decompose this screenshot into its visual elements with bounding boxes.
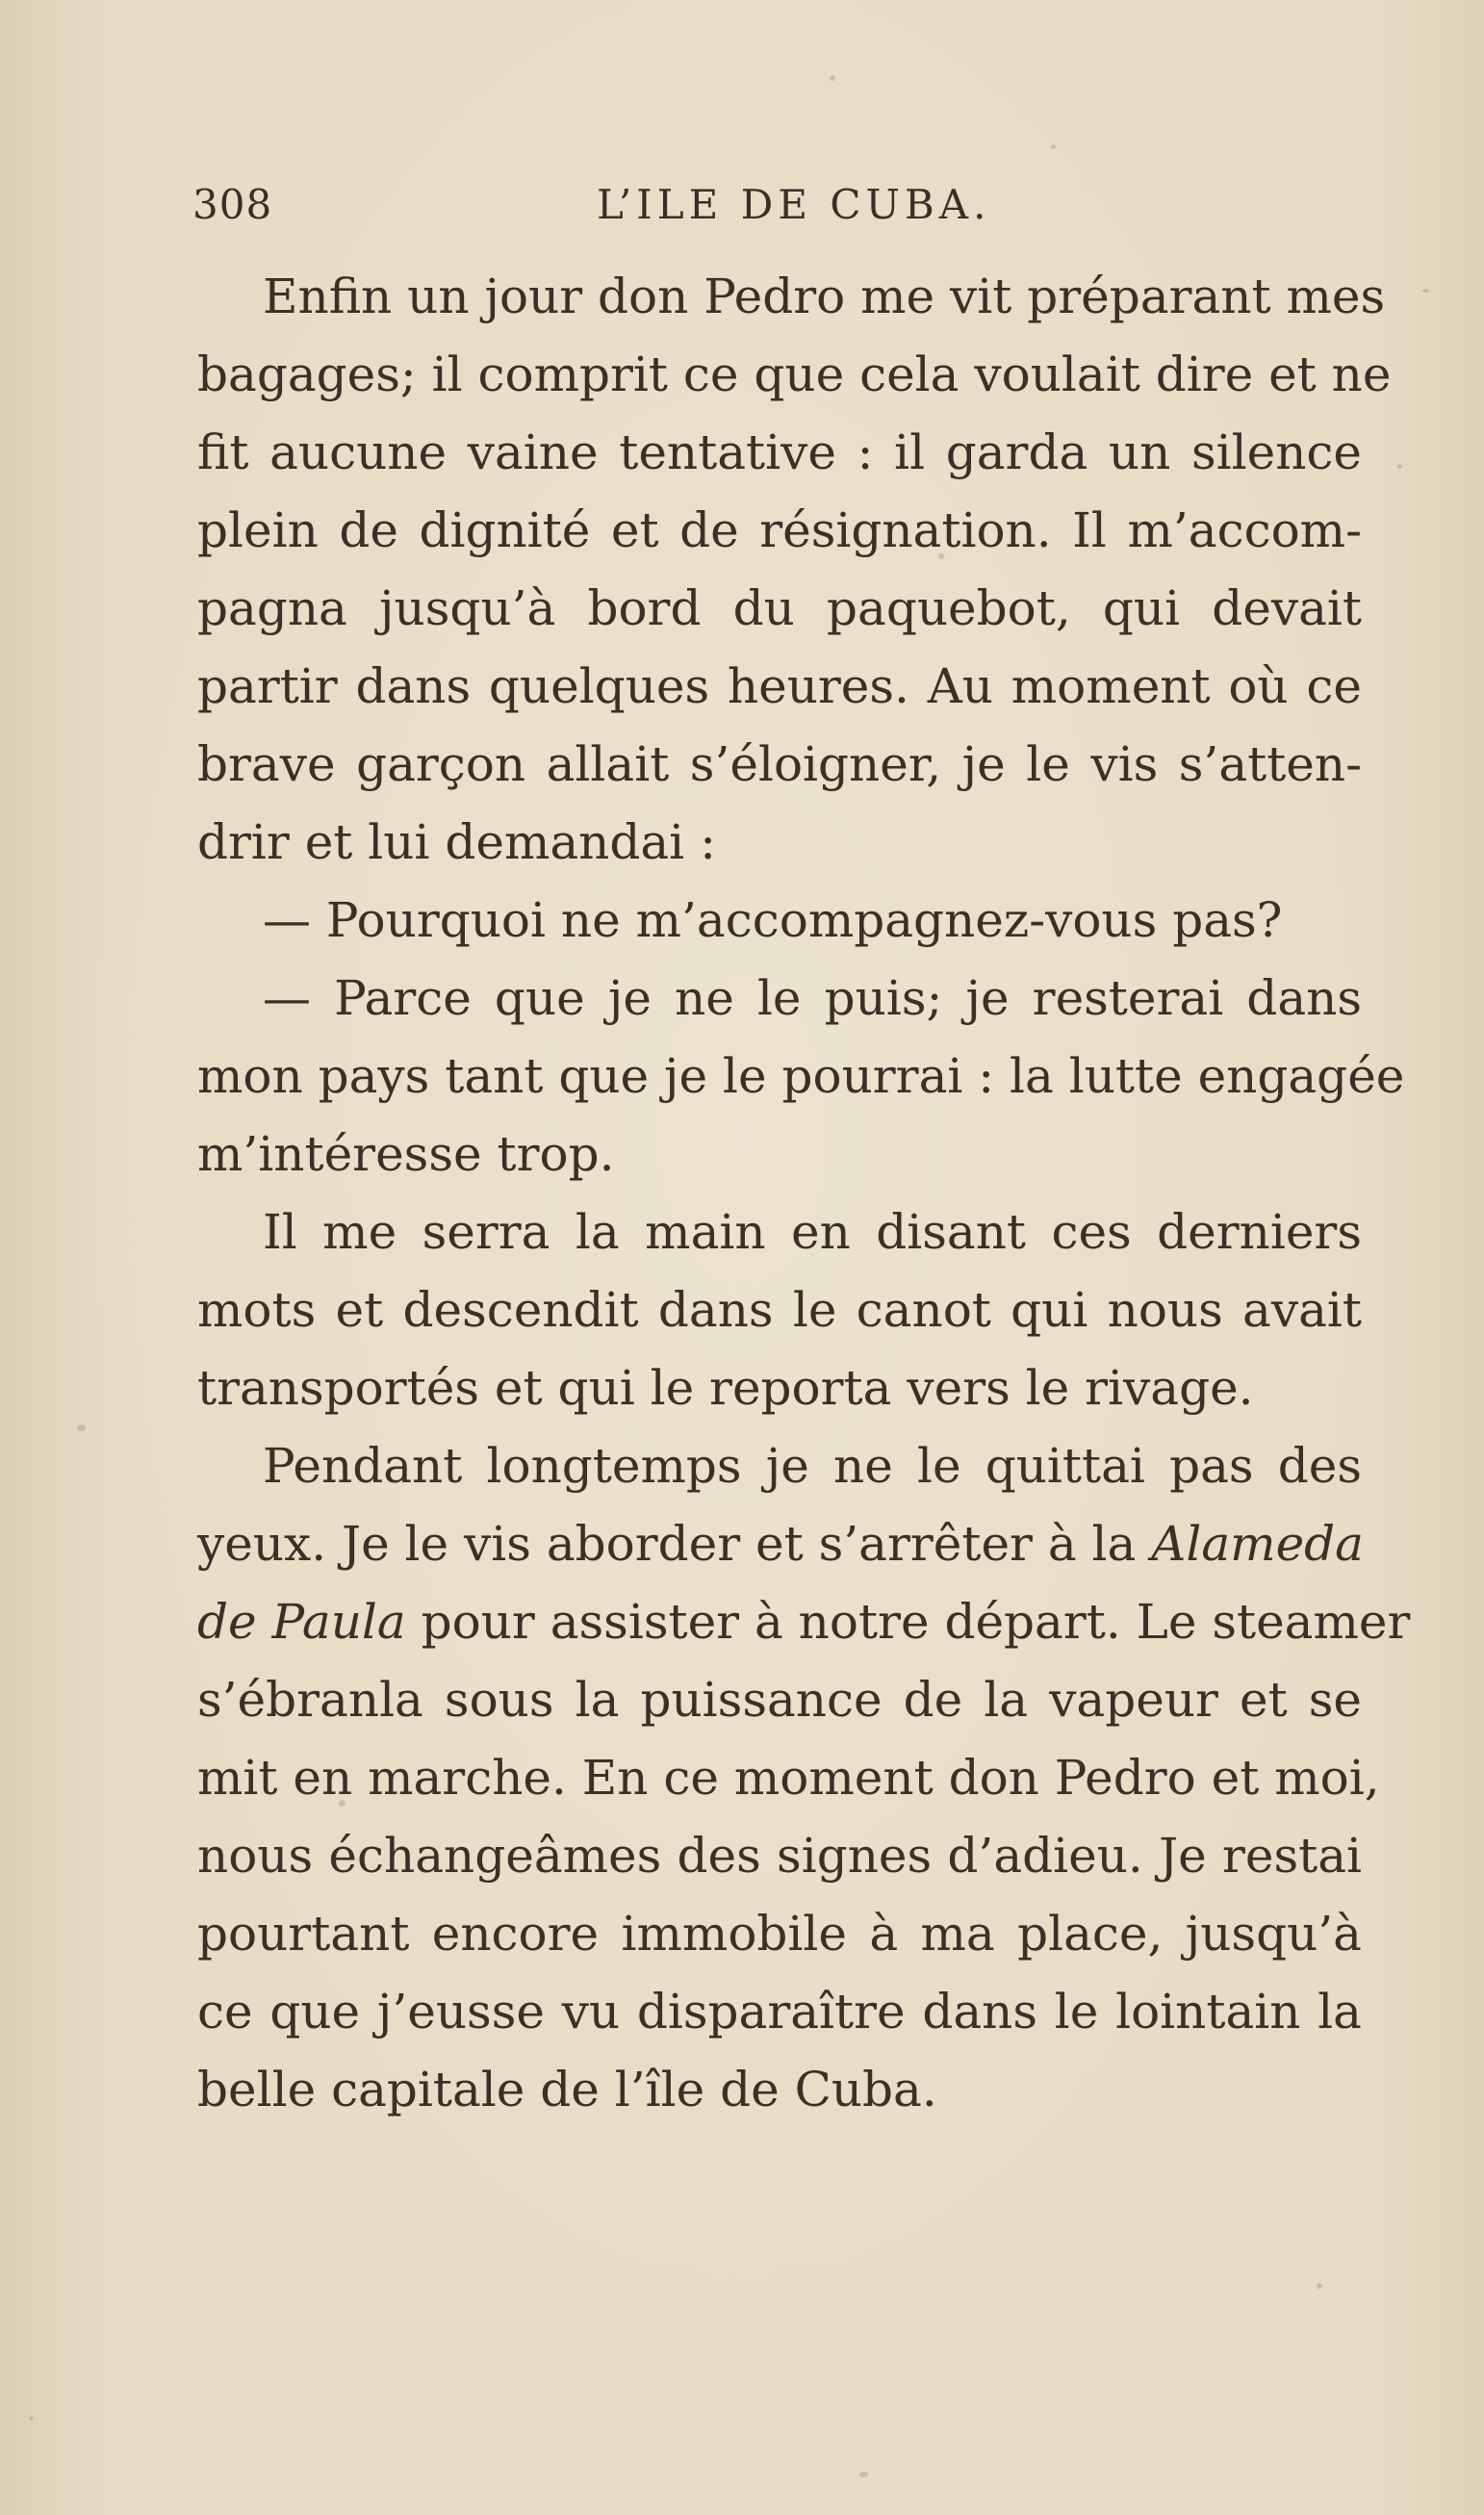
paper-speck	[29, 2416, 34, 2421]
page-header	[192, 181, 1169, 239]
paper-speck	[77, 1424, 86, 1431]
text-line: plein de dignité et de résignation. Il m’accom-	[197, 502, 1362, 558]
text-line: pagna jusqu’à bord du paquebot, qui devait	[197, 580, 1362, 636]
text-line: Il me serra la main en disant ces derniers	[263, 1204, 1362, 1260]
text-line: bagages; il comprit ce que cela voulait dire et ne	[197, 346, 1392, 402]
paper-speck	[1051, 144, 1056, 149]
text-line	[197, 1505, 1362, 1583]
text-line: brave garçon allait s’éloigner, je le vis s’atten-	[197, 736, 1362, 792]
text-segment: pour assister à notre départ. Le steamer	[405, 1594, 1411, 1650]
text-line: pourtant encore immobile à ma place, jusqu’à	[197, 1906, 1362, 1962]
paper-speck	[1422, 289, 1429, 293]
dialogue-line: — Parce que je ne le puis; je resterai dans	[263, 970, 1362, 1026]
text-line: mit en marche. En ce moment don Pedro et moi,	[197, 1750, 1380, 1806]
text-line: drir et lui demandai :	[197, 814, 716, 870]
text-line: fit aucune vaine tentative : il garda un silence	[197, 424, 1362, 480]
text-line	[197, 1583, 1411, 1661]
italic-place-name: Alameda	[1151, 1516, 1364, 1572]
paper-speck	[1317, 2283, 1322, 2289]
text-line: nous échangeâmes des signes d’adieu. Je restai	[197, 1828, 1362, 1884]
body-text	[197, 258, 1411, 2129]
text-line: mots et descendit dans le canot qui nous avait	[197, 1282, 1362, 1338]
text-line: mon pays tant que je le pourrai : la lutte engagée	[197, 1048, 1405, 1104]
text-line: partir dans quelques heures. Au moment où ce	[197, 658, 1362, 714]
text-segment: yeux. Je le vis aborder et s’arrêter à la	[197, 1516, 1152, 1572]
text-line: s’ébranla sous la puissance de la vapeur et se	[197, 1672, 1362, 1728]
paper-speck	[1397, 464, 1402, 469]
running-title: L’ILE DE CUBA.	[597, 181, 991, 228]
paper-speck	[859, 2472, 868, 2477]
paper-speck	[830, 75, 835, 81]
text-line: belle capitale de l’île de Cuba.	[197, 2062, 937, 2117]
text-line: m’intéresse trop.	[197, 1126, 615, 1182]
italic-place-name: de Paula	[197, 1594, 406, 1650]
text-line: ce que j’eusse vu disparaître dans le lointain la	[197, 1984, 1362, 2040]
text-line: Pendant longtemps je ne le quittai pas des	[263, 1438, 1362, 1494]
dialogue-line: — Pourquoi ne m’accompagnez-vous pas?	[263, 892, 1283, 948]
page-number: 308	[192, 181, 273, 228]
text-line: Enfin un jour don Pedro me vit préparant mes	[263, 269, 1386, 324]
text-line: transportés et qui le reporta vers le rivage.	[197, 1360, 1254, 1416]
